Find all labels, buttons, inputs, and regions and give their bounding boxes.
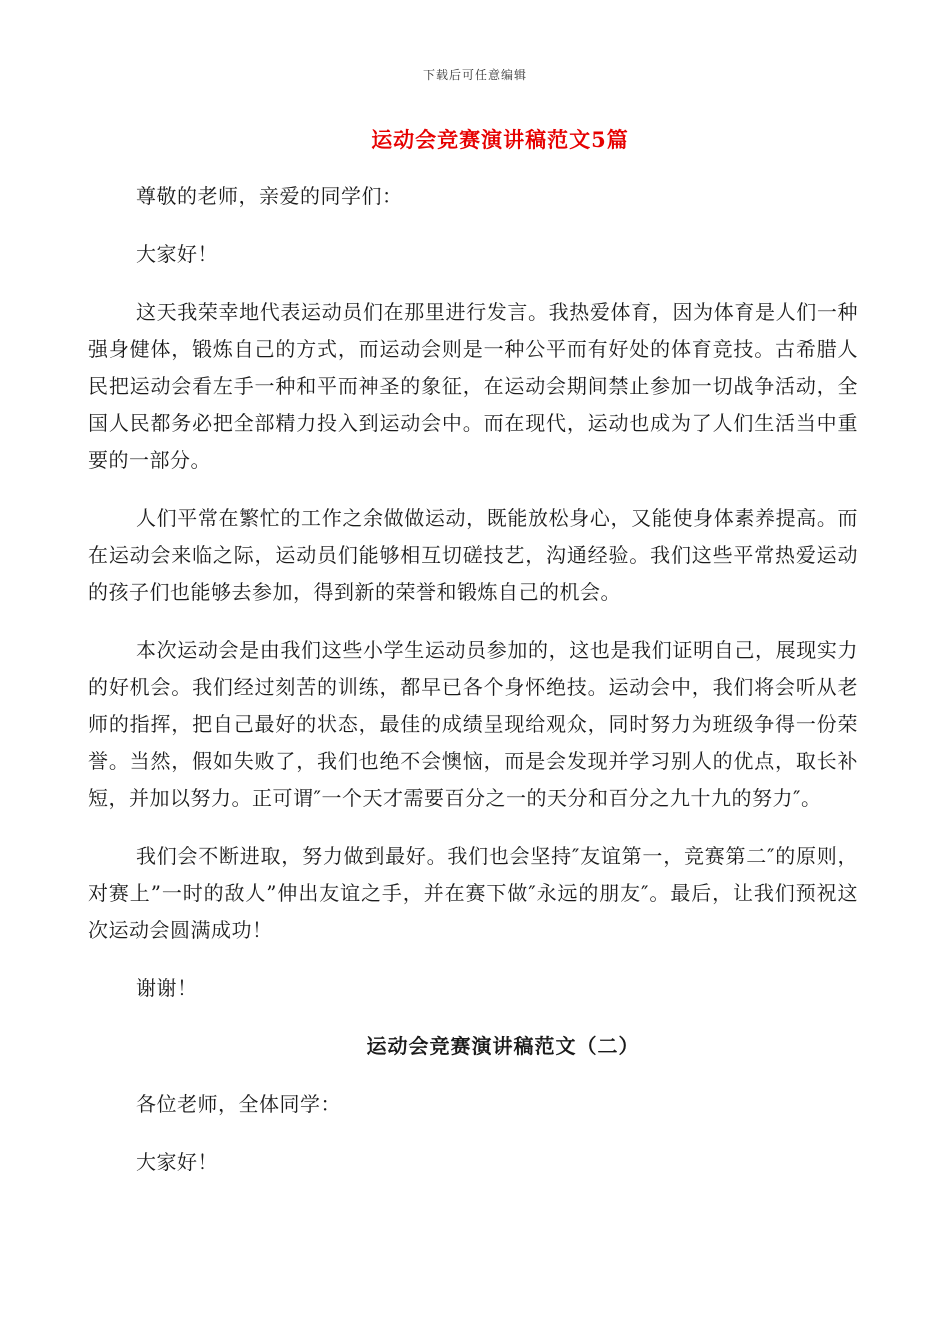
section-title: 运动会竞赛演讲稿范文（二）	[366, 1034, 640, 1058]
body-paragraph: 本次运动会是由我们这些小学生运动员参加的，这也是我们证明自己，展现实力的好机会。我们经过刻苦的训练，都早已各个身怀绝技。运动会中，我们将会听从老师的指挥，把自己最好的状态，最佳的成绩呈现给观众，同时努力为班级争得一份荣誉。当然，假如失败了，我们也绝不会懊恼，而是会发现并学习别人的优点，取长补短，并加以努力。正可谓″一个天才需要百分之一的天分和百分之九十九的努力″。	[88, 638, 858, 810]
document-body	[88, 178, 858, 1202]
salutation: 各位老师，全体同学：	[136, 1092, 341, 1116]
header-note: 下载后可任意编辑	[422, 68, 527, 82]
body-paragraph: 我们会不断进取，努力做到最好。我们也会坚持″友谊第一，竞赛第二″的原则，对赛上”一时的敌人”伸出友谊之手，并在赛下做″永远的朋友″。最后，让我们预祝这次运动会圆满成功！	[88, 844, 858, 942]
closing: 谢谢！	[136, 976, 198, 1000]
body-paragraph: 这天我荣幸地代表运动员们在那里进行发言。我热爱体育，因为体育是人们一种强身健体，锻炼自己的方式，而运动会则是一种公平而有好处的体育竞技。古希腊人民把运动会看左手一种和平而神圣的象征，在运动会期间禁止参加一切战争活动，全国人民都务必把全部精力投入到运动会中。而在现代，运动也成为了人们生活当中重要的一部分。	[88, 300, 858, 472]
greeting: 大家好！	[136, 242, 218, 266]
salutation: 尊敬的老师，亲爱的同学们：	[136, 184, 403, 208]
document-title: 运动会竞赛演讲稿范文5篇	[371, 127, 629, 152]
greeting: 大家好！	[136, 1150, 218, 1174]
body-paragraph: 人们平常在繁忙的工作之余做做运动，既能放松身心，又能使身体素养提高。而在运动会来临之际，运动员们能够相互切磋技艺，沟通经验。我们这些平常热爱运动的孩子们也能够去参加，得到新的荣誉和锻炼自己的机会。	[88, 506, 858, 604]
